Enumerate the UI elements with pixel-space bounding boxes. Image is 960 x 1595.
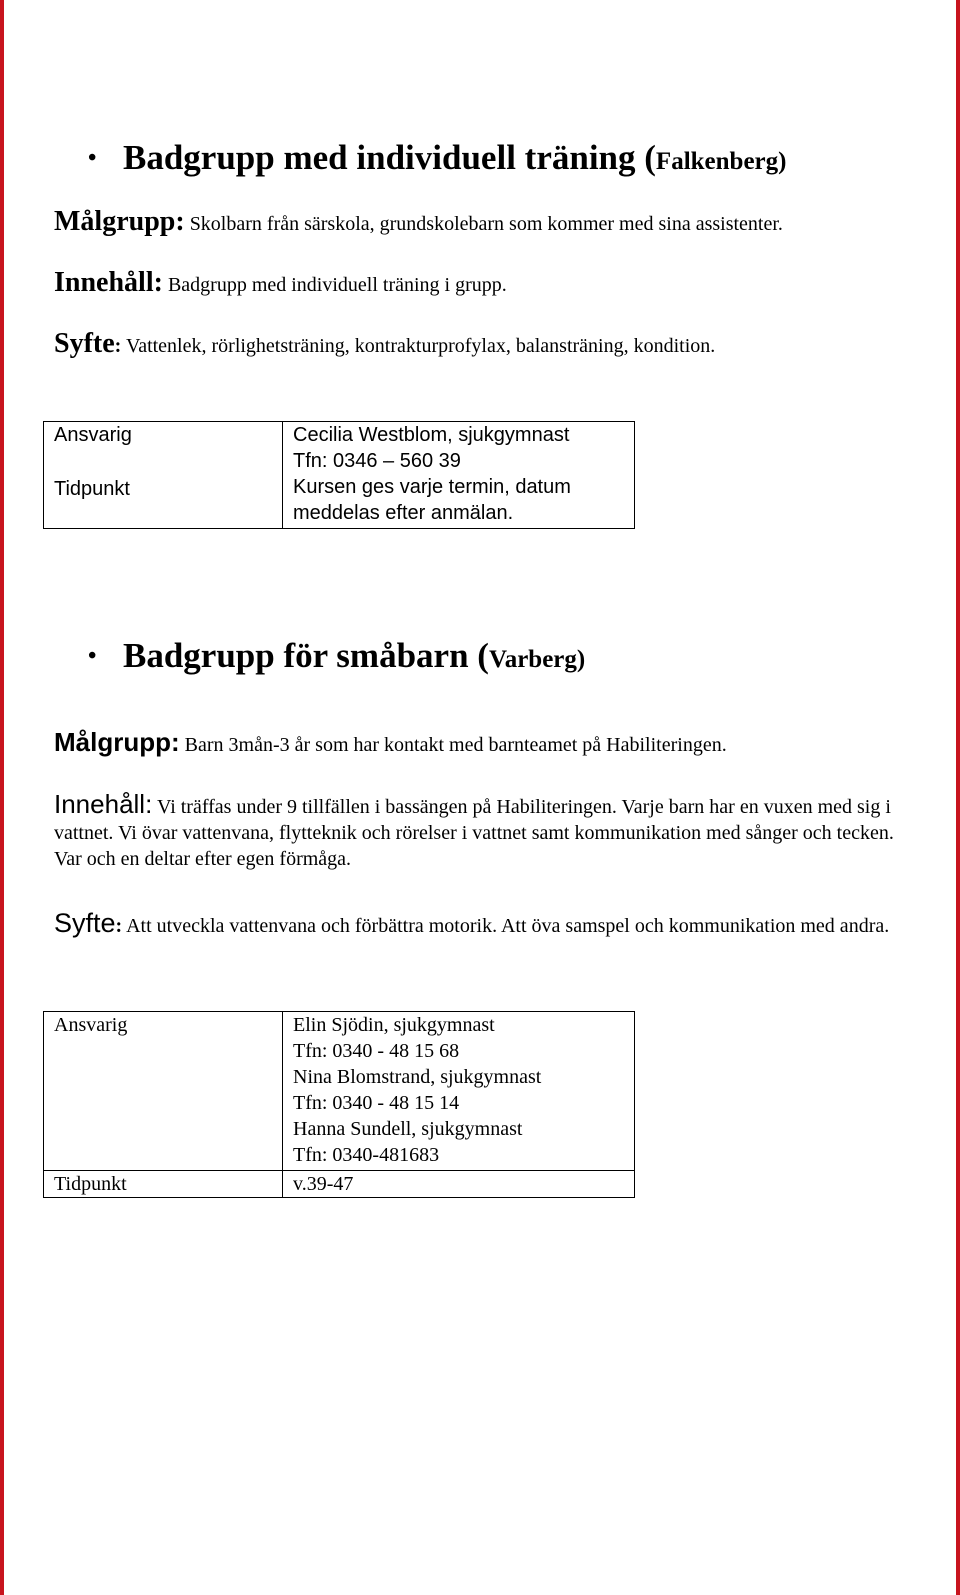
tidpunkt-line: meddelas efter anmälan. [293,502,514,524]
table-row [44,1171,635,1198]
syfte-paragraph [54,910,904,939]
value-cell [283,422,635,529]
heading-close: ) [778,148,787,175]
info-table-falkenberg [43,421,635,529]
malgrupp-paragraph [54,206,904,237]
syfte-label: Syfte [54,908,116,938]
syfte-colon: : [115,915,123,937]
heading-place: Falkenberg [655,148,779,175]
ansvarig-cell [283,1012,635,1171]
ansvarig-line: Cecilia Westblom, sjukgymnast [293,424,570,446]
malgrupp-text: Barn 3mån-3 år som har kontakt med barnteamet på Habiliteringen. [179,734,727,756]
section-heading-varberg [88,636,585,680]
ansvarig-label: Ansvarig [44,1012,283,1171]
page-border-right [956,0,960,1595]
malgrupp-label: Målgrupp: [54,206,185,237]
heading-close: ) [576,646,586,673]
syfte-text: Vattenlek, rörlighetsträning, kontrakturprofylax, balansträning, kondition. [121,335,716,357]
ansvarig-line: Tfn: 0340 - 48 15 14 [293,1092,460,1114]
tidpunkt-label: Tidpunkt [44,1171,283,1198]
ansvarig-line: Tfn: 0340-481683 [293,1144,440,1166]
innehall-text: Vi träffas under 9 tillfällen i bassängen på Habiliteringen. Varje barn har en vuxen med sig i vattnet. Vi övar vattenvana, flytteknik och rörelser i vattnet samt kommunikation med sånger och tecken. Var och en deltar efter egen förmåga. [54,796,894,870]
malgrupp-text: Skolbarn från särskola, grundskolebarn som kommer med sina assistenter. [184,213,783,235]
heading-title: Badgrupp med individuell träning ( [123,138,656,177]
syfte-text: Att utveckla vattenvana och förbättra motorik. Att öva samspel och kommunikation med andra. [122,915,890,937]
heading-place: Varberg [488,646,577,673]
innehall-paragraph [54,267,904,298]
ansvarig-line: Tfn: 0340 - 48 15 68 [293,1040,460,1062]
syfte-label: Syfte [54,328,115,359]
heading-title: Badgrupp för småbarn ( [123,636,489,675]
table-row [44,1012,635,1171]
malgrupp-label: Målgrupp: [54,727,180,757]
innehall-label: Innehåll: [54,267,163,298]
tidpunkt-line: Kursen ges varje termin, datum [293,476,571,498]
bullet-icon: • [88,643,97,669]
ansvarig-line: Hanna Sundell, sjukgymnast [293,1118,523,1140]
ansvarig-line: Tfn: 0346 – 560 39 [293,450,461,472]
innehall-paragraph [54,791,904,872]
page-border-left [0,0,4,1595]
label-cell [44,422,283,529]
innehall-label: Innehåll: [54,789,153,819]
innehall-text: Badgrupp med individuell träning i grupp. [162,274,507,296]
section-heading-falkenberg [88,138,786,182]
syfte-colon: : [114,335,122,357]
tidpunkt-value: v.39-47 [283,1171,635,1198]
ansvarig-line: Nina Blomstrand, sjukgymnast [293,1066,542,1088]
info-table-varberg [43,1011,635,1198]
tidpunkt-label: Tidpunkt [54,478,130,500]
table-row [44,422,635,529]
syfte-paragraph [54,328,904,359]
ansvarig-line: Elin Sjödin, sjukgymnast [293,1014,495,1036]
malgrupp-paragraph [54,729,904,758]
bullet-icon: • [88,145,97,171]
ansvarig-label: Ansvarig [54,424,132,446]
